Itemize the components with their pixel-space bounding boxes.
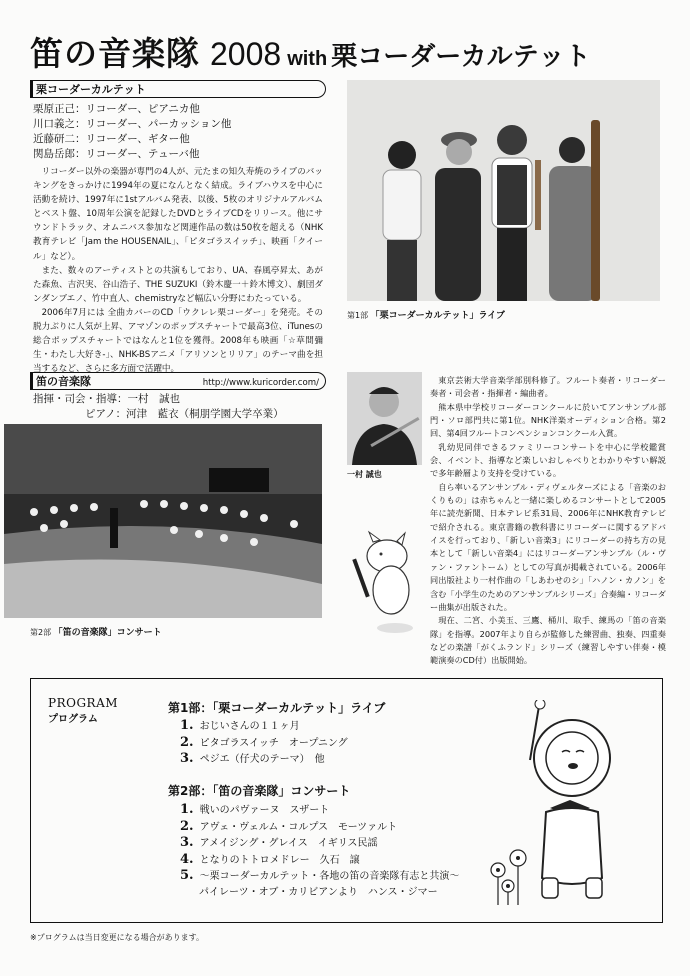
program-label-en: PROGRAM — [48, 696, 119, 710]
bio-paragraph: また、数々のアーティストとの共演もしており、UA、春風亭昇太、あがた森魚、吉沢実、谷山浩子、THE SUZUKI（鈴木慶一＋鈴木博文）、劇団ダンダンブエノ、竹中直人、chemistryなど幅広い分野にわたっている。 — [33, 265, 323, 304]
caption-part: 第2部 — [30, 628, 52, 637]
bio-paragraph: 2006年7月には 全曲カバーのCD「ウクレレ栗コーダー」を発売。その脱力ぶりに人気が上昇、アマゾンのポップスチャートで最高3位、iTunesの総合ポップスチャートではなんと1位を獲得。2008年も映画「☆草間彌生・わたし大好き-」、NHK-BSアニメ「アリソンとリリア」のテーマ曲を担当するなど、さらに多方面で活躍中。 — [33, 307, 323, 375]
lion-icon — [480, 700, 650, 910]
band-photo — [347, 80, 660, 301]
band-photo-figure — [347, 80, 660, 301]
program-item — [180, 835, 459, 852]
staff-line: ピアノ：河津 藍衣（桐朋学園大学卒業） — [85, 408, 284, 420]
item-text: ピタゴラスイッチ オープニング — [199, 737, 348, 749]
program-item — [180, 819, 459, 836]
item-number: 3. — [180, 751, 194, 767]
kuricorder-members — [33, 102, 323, 162]
bio-paragraph: 現在、二宮、小美玉、三鷹、桶川、取手、練馬の「笛の音楽隊」を指導。2007年より自らが監修した練習曲、独奏、四重奏などの楽譜「がくふランド」シリーズ（練習しやすい伴奏・模範演奏のCD付）出版開始。 — [430, 615, 666, 666]
item-text: ～栗コーダーカルテット・各地の笛の音楽隊有志と共演～ — [199, 871, 460, 883]
program-label-jp: プログラム — [48, 714, 98, 725]
kuricorder-heading: 栗コーダーカルテット — [30, 80, 326, 98]
item-number: 3. — [180, 835, 194, 851]
item-text: ペジエ（仔犬のテーマ） 他 — [199, 754, 325, 766]
bio-paragraph: 自ら率いるアンサンブル・ディヴェルターズによる「音楽のおくりもの」は赤ちゃんと一緒に楽しめるコンサートとして2005年に読売新聞、日本テレビ系31局、2006年にNHK教育テレビで紹介される。東京書籍の教科書にリコーダーに関するアドバイスを行っており、「新しい音楽3」にリコーダーの持ち方の見本として「新しい音楽4」にはリコーダーアンサンブル（ル・ヴァン・ファントーム）としての写真が掲載されている。2006年同出版社より一村作曲の「しあわせのシ」「ハノン・カノン」を含む「小学生のためのアンサンブルシリーズ」合奏編・リコーダー曲集が出版された。 — [430, 481, 666, 612]
orchestra-photo — [4, 424, 322, 618]
fue-heading: 笛の音楽隊 — [30, 372, 326, 390]
program-label — [48, 696, 118, 725]
portrait-caption: 一村 誠也 — [347, 470, 382, 479]
orchestra-photo-figure — [4, 424, 322, 618]
program-part1-list — [180, 718, 348, 768]
program-item — [180, 868, 459, 885]
program-item-extra: パイレーツ・オブ・カリビアンより ハンス・ジマー — [199, 886, 438, 898]
item-number: 2. — [180, 818, 194, 834]
program-part1-title: 第1部：「栗コーダーカルテット」ライブ — [168, 701, 386, 715]
program-item — [180, 718, 348, 735]
item-text: アメイジング・グレイス イギリス民謡 — [199, 838, 378, 850]
program-item — [180, 802, 459, 819]
title-year: 2008 — [210, 36, 282, 72]
member-line: 関島岳郎：リコーダー、テューバ他 — [33, 148, 200, 160]
kuricorder-bio — [33, 165, 323, 391]
bio-paragraph: 東京芸術大学音楽学部別科修了。フルート奏者・リコーダー奏者・司会者・指揮者・編曲者。 — [430, 375, 666, 399]
item-number: 5. — [180, 868, 194, 884]
title-main: 笛の音楽隊 — [30, 34, 200, 73]
kuricorder-url: http://www.kuricorder.com/ — [202, 378, 319, 389]
program-item — [180, 735, 348, 752]
pig-icon — [345, 528, 425, 636]
conductor-bio — [430, 374, 666, 668]
member-line: 近藤研二：リコーダー、ギター他 — [33, 133, 190, 145]
orchestra-photo-caption — [30, 625, 162, 638]
staff-line: 指揮・司会・指導：一村 誠也 — [33, 393, 180, 405]
lion-illustration — [480, 700, 650, 910]
program-note: ※プログラムは当日変更になる場合があります。 — [30, 933, 204, 942]
member-line: 川口義之：リコーダー、パーカッション他 — [33, 118, 232, 130]
program-item — [180, 751, 348, 768]
item-number: 4. — [180, 851, 194, 867]
caption-title: 「笛の音楽隊」コンサート — [53, 628, 162, 638]
program-item — [180, 852, 459, 869]
conductor-portrait — [347, 372, 422, 465]
portrait-figure — [347, 372, 422, 465]
item-number: 2. — [180, 734, 194, 750]
item-text: となりのトトロメドレー 久石 譲 — [199, 854, 360, 866]
caption-title: 「栗コーダーカルテット」ライブ — [370, 311, 505, 321]
item-number: 1. — [180, 802, 194, 817]
item-number: 1. — [180, 718, 194, 733]
bio-paragraph: 乳幼児同伴できるファミリーコンサートを中心に学校鑑賞会、イベント、指導など楽しいおしゃべりとわかりやすい解説で多年齢層より支持を受けている。 — [430, 441, 666, 479]
program-part2-title: 第2部：「笛の音楽隊」コンサート — [168, 784, 351, 798]
title-sub: 栗コーダーカルテット — [331, 42, 591, 72]
title-with: with — [287, 48, 328, 70]
bio-paragraph: 熊本県中学校リコーダーコンクールに於いてアンサンブル部門・ソロ部門共に第1位。NHK洋楽オーディション合格。第2回、第4回フルートコンペンションコンクール入賞。 — [430, 401, 666, 439]
band-photo-caption — [347, 308, 505, 321]
caption-part: 第1部 — [347, 311, 369, 320]
item-text: 戦いのパヴァーヌ スザート — [199, 805, 330, 816]
program-part2-list — [180, 802, 459, 901]
page-title — [30, 28, 670, 74]
bio-paragraph: リコーダー以外の楽器が専門の4人が、元たまの知久寿焼のライブのバッキングをきっかけに1994年の夏になんとなく結成。ライブハウスを中心に活動を続け、1997年に1stアルバム発表、以後、5枚のオリジナルアルバムとベスト盤、10周年公演を記録したDVDとライブCDをリリース。他にサウンドトラック、オムニバス参加など関連作品の数は50枚を超える（NHK教育テレビ「Jam the HOUSENAIL」、「ピタゴラスイッチ」、映画「クイール」など）。 — [33, 167, 323, 262]
pig-illustration — [345, 528, 425, 636]
item-text: アヴェ・ヴェルム・コルプス モーツァルト — [199, 821, 398, 833]
item-text: おじいさんの１１ヶ月 — [199, 721, 300, 732]
fue-staff — [33, 392, 323, 422]
member-line: 栗原正己：リコーダー、ピアニカ他 — [33, 103, 200, 115]
